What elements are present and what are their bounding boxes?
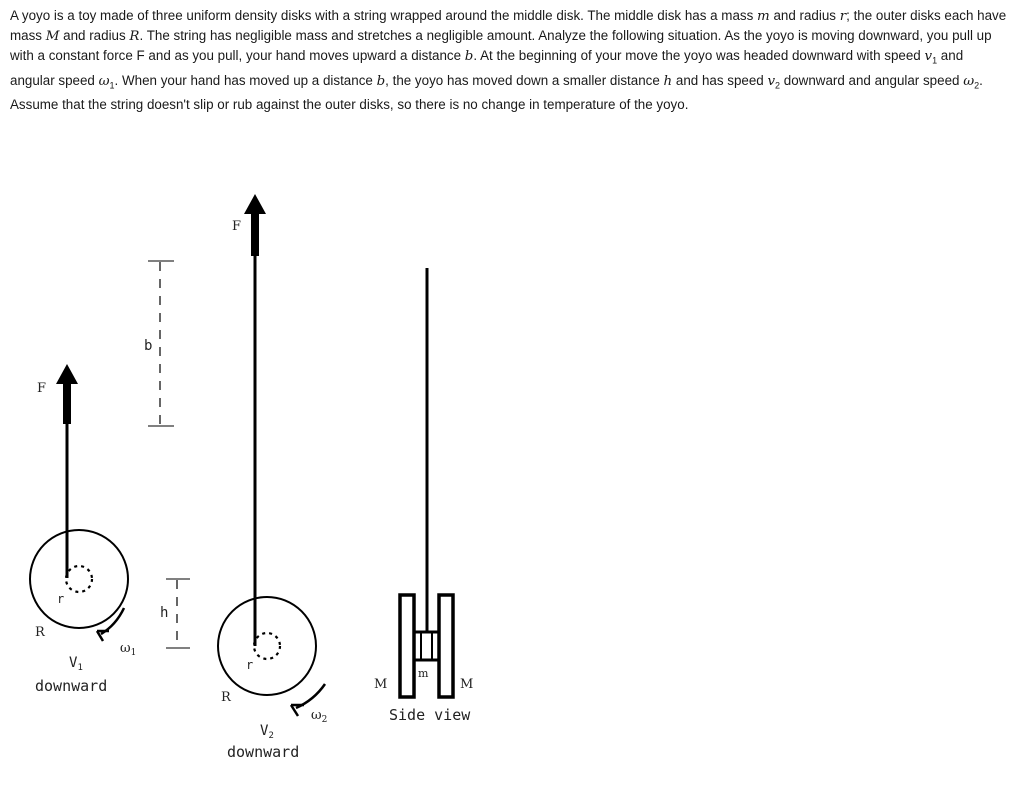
side-middle-mass-label: m	[418, 667, 429, 680]
middle-yoyo	[218, 194, 327, 761]
h-measure	[160, 579, 190, 648]
middle-force-arrow	[244, 194, 266, 256]
middle-force-label: F	[232, 219, 242, 234]
left-velocity-label: $V_1$	[69, 655, 83, 673]
left-big-radius-label: R	[35, 625, 45, 640]
side-left-mass-label: M	[374, 677, 388, 692]
left-force-label: F	[37, 381, 47, 396]
problem-statement: A yoyo is a toy made of three uniform density disks with a string wrapped around the middle disk. The middle disk has a mass m and radius r; the outer disks each have mass M and radius R. The string has negligible mass and stretches a negligible amount. Analyze the following situation. As the yoyo is moving downward, you pull up with a constant force F and as you pull, your hand moves upward a distance b. At the beginning of your move the yoyo was headed downward with speed $v_1$ and angular speed $\omega_1$. When your hand has moved up a distance b, the yoyo has moved down a smaller distance h and has speed $v_2$ downward and angular speed $\omega_2$. Assume that the string doesn't slip or rub against the outer disks, so there is no change in temperature of the yoyo.	[10, 8, 1007, 113]
middle-inner-disk	[254, 633, 280, 659]
left-force-arrow	[56, 364, 78, 424]
side-left-disk	[400, 595, 414, 697]
left-direction-label: downward	[35, 677, 108, 695]
b-label: b	[144, 338, 153, 354]
h-label: h	[160, 605, 169, 621]
middle-omega-label: $\omega_2$	[311, 708, 328, 725]
middle-velocity-label: $V_2$	[260, 723, 274, 741]
left-inner-disk	[66, 566, 92, 592]
side-view-caption: Side view	[389, 706, 471, 724]
middle-outer-disk	[218, 597, 316, 695]
middle-direction-label: downward	[227, 743, 300, 761]
side-middle-disk	[414, 632, 439, 660]
middle-big-radius-label: R	[221, 690, 231, 705]
middle-small-radius-label: r	[246, 658, 254, 672]
left-yoyo	[30, 364, 136, 695]
side-right-mass-label: M	[460, 677, 474, 692]
left-omega-label: $\omega_1$	[120, 641, 137, 658]
b-measure	[144, 261, 174, 426]
side-view	[374, 268, 473, 724]
left-rotation-arrow	[97, 608, 124, 641]
left-outer-disk	[30, 530, 128, 628]
side-right-disk	[439, 595, 453, 697]
left-small-radius-label: r	[57, 592, 65, 606]
